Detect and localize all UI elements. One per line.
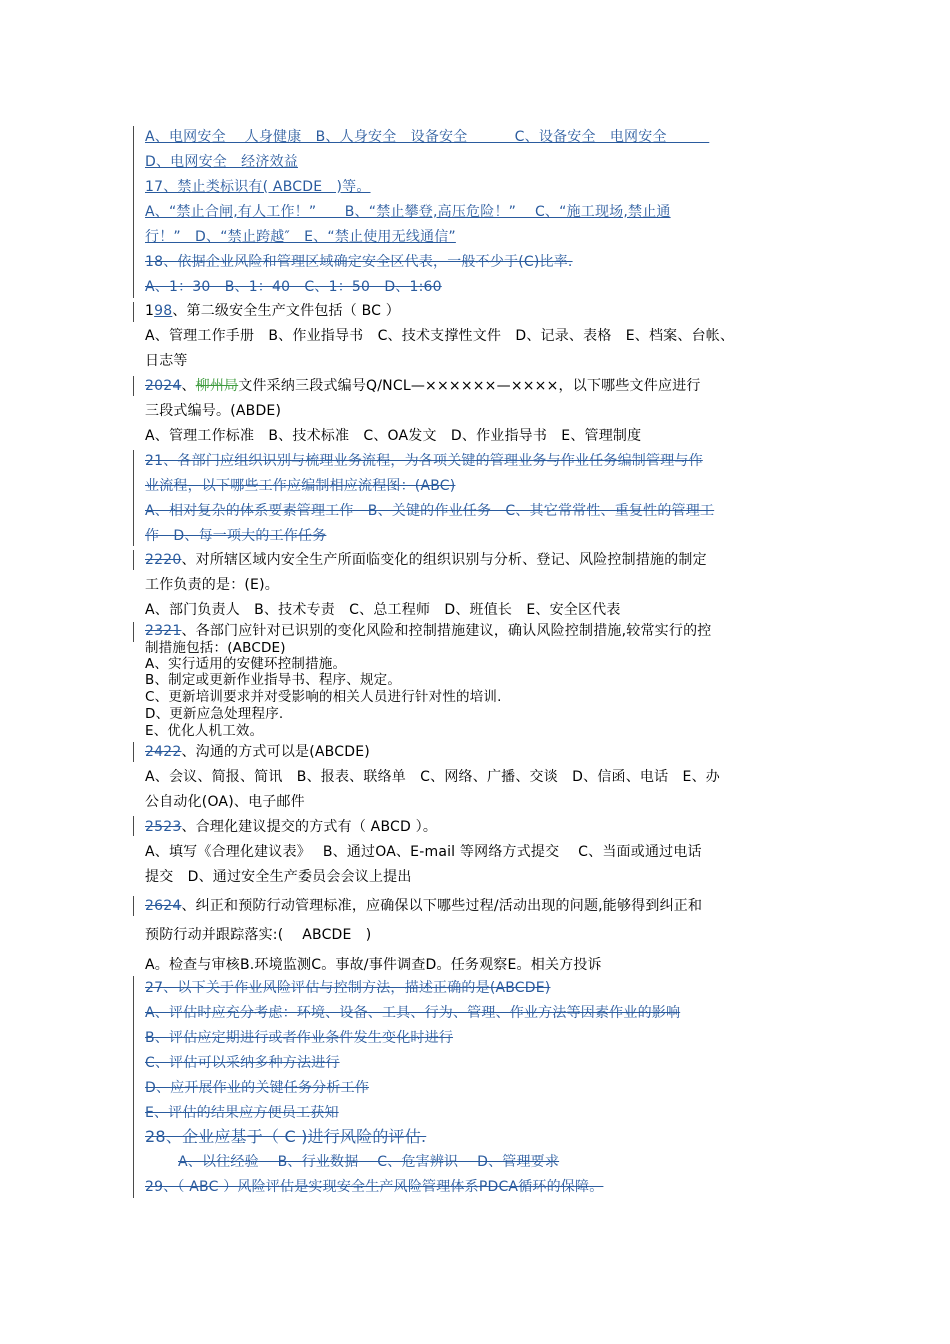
question-21-deleted: 21、各部门应组织识别与梳理业务流程，为各项关键的管理业务与作业任务编制管理与作: [145, 453, 703, 469]
question-19: [145, 302, 400, 320]
question-number-revised: 2220: [145, 552, 182, 568]
option-c: C、更新培训要求并对受影响的相关人员进行针对性的培训.: [145, 689, 502, 705]
question-23: [145, 622, 712, 640]
question-29-deleted: 29、（ ABC ）风险评估是实现安全生产风险管理体系PDCA循环的保障。: [145, 1179, 604, 1195]
question-number: 1: [145, 303, 155, 319]
text-line-deleted: A、相对复杂的体系要素管理工作 B、关键的作业任务 C、其它常常性、重复性的管理工: [145, 503, 715, 519]
question-number-revised: 2624: [145, 898, 182, 914]
text-line: 三段式编号。(ABDE): [145, 403, 282, 419]
question-20: [145, 377, 701, 395]
text-line-deleted: A、1：30 B、1：40 C、1：50 D、1:60: [145, 279, 442, 295]
text-line: 公自动化(OA)、电子邮件: [145, 794, 305, 810]
text-line: A、填写《合理化建议表》 B、通过OA、E-mail 等网络方式提交 C、当面或通过电话: [145, 844, 702, 860]
question-number-revised: 2523: [145, 819, 182, 835]
text-line-deleted: E、评估的结果应方便员工获知: [145, 1105, 339, 1121]
question-text: 、: [181, 378, 196, 394]
text-line-deleted: C、评估可以采纳多种方法进行: [145, 1055, 340, 1071]
text-line: 制措施包括：(ABCDE): [145, 640, 286, 656]
question-number-revised: 98: [154, 303, 173, 319]
text-line-deleted: D、应开展作业的关键任务分析工作: [145, 1080, 369, 1096]
text-line: 提交 D、通过安全生产委员会会议上提出: [145, 869, 412, 885]
question-17: 17、禁止类标识有( ABCDE )等。: [145, 179, 371, 195]
text-line-deleted: B、评估应定期进行或者作业条件发生变化时进行: [145, 1030, 454, 1046]
question-24: [145, 743, 370, 761]
question-number-revised: 2422: [145, 744, 182, 760]
text-line-deleted: A、以往经验 B、行业数据 C、危害辨识 D、管理要求: [178, 1154, 560, 1170]
option-d: D、更新应急处理程序.: [145, 706, 284, 722]
question-text: 、沟通的方式可以是(ABCDE): [181, 744, 370, 760]
text-line: 预防行动并跟踪落实:( ABCDE ): [145, 927, 372, 943]
question-27-deleted: 27、以下关于作业风险评估与控制方法，描述正确的是(ABCDE): [145, 980, 551, 996]
revision-bar: [133, 550, 134, 570]
revision-bar: [133, 976, 134, 1198]
text-line-deleted: A、评估时应充分考虑：环境、设备、工具、行为、管理、作业方法等因素作业的影响: [145, 1005, 681, 1021]
revision-bar: [133, 622, 134, 642]
question-text: 文件采纳三段式编号Q/NCL—××××××—××××，以下哪些文件应进行: [238, 378, 701, 394]
question-26: [145, 897, 702, 915]
option-a: A、实行适用的安健环控制措施。: [145, 656, 347, 672]
option-e: E、优化人机工效。: [145, 723, 264, 739]
revision-bar: [133, 742, 134, 762]
question-22: [145, 551, 707, 569]
question-text: 、合理化建议提交的方式有（ ABCD ）。: [181, 819, 438, 835]
text-line: A、管理工作手册 B、作业指导书 C、技术支撑性文件 D、记录、表格 E、档案、台帐、: [145, 328, 735, 344]
text-line-deleted: 作 D、每一项大的工作任务: [145, 528, 327, 544]
text-line-deleted: 业流程，以下哪些工作应编制相应流程图：(ABC): [145, 478, 456, 494]
revision-bar: [133, 896, 134, 916]
question-text: 、各部门应针对已识别的变化风险和控制措施建议，确认风险控制措施,较常实行的控: [181, 623, 712, 639]
revision-bar: [133, 816, 134, 836]
text-line: 工作负责的是：(E)。: [145, 577, 279, 593]
text-line: A、管理工作标准 B、技术标准 C、OA发文 D、作业指导书 E、管理制度: [145, 428, 642, 444]
revision-bar: [133, 450, 134, 546]
question-number-revised: 2321: [145, 623, 182, 639]
text-line: A。检查与审核B.环境监测C。事故/事件调查D。任务观察E。相关方投诉: [145, 957, 602, 973]
text-line: A、会议、简报、简讯 B、报表、联络单 C、网络、广播、交谈 D、信函、电话 E、办: [145, 769, 720, 785]
text-line: A、电网安全 人身健康 B、人身安全 设备安全 C、设备安全 电网安全: [145, 129, 710, 145]
deleted-text: 柳州局: [195, 378, 239, 394]
text-line: A、部门负责人 B、技术专责 C、总工程师 D、班值长 E、安全区代表: [145, 602, 621, 618]
question-number-revised: 2024: [145, 378, 182, 394]
question-28-deleted: 28、企业应基于（ C )进行风险的评估.: [145, 1127, 427, 1146]
revision-bar: [133, 126, 134, 298]
text-line: 日志等: [145, 353, 188, 369]
text-line: 行！” D、“禁止跨越″ E、“禁止使用无线通信”: [145, 229, 456, 245]
question-text: 、第二级安全生产文件包括（ BC ）: [172, 303, 400, 319]
text-line: A、“禁止合闸,有人工作！” B、“禁止攀登,高压危险！” C、“施工现场,禁止通: [145, 204, 671, 220]
question-text: 、纠正和预防行动管理标准，应确保以下哪些过程/活动出现的问题,能够得到纠正和: [181, 898, 703, 914]
question-25: [145, 818, 437, 836]
question-text: 、对所辖区域内安全生产所面临变化的组织识别与分析、登记、风险控制措施的制定: [181, 552, 707, 568]
text-line: D、电网安全 经济效益: [145, 154, 298, 170]
option-b: B、制定或更新作业指导书、程序、规定。: [145, 672, 402, 688]
question-18-deleted: 18、依据企业风险和管理区域确定安全区代表，一般不少于(C)比率.: [145, 254, 573, 270]
revision-bar: [133, 376, 134, 396]
revision-bar: [133, 302, 134, 322]
